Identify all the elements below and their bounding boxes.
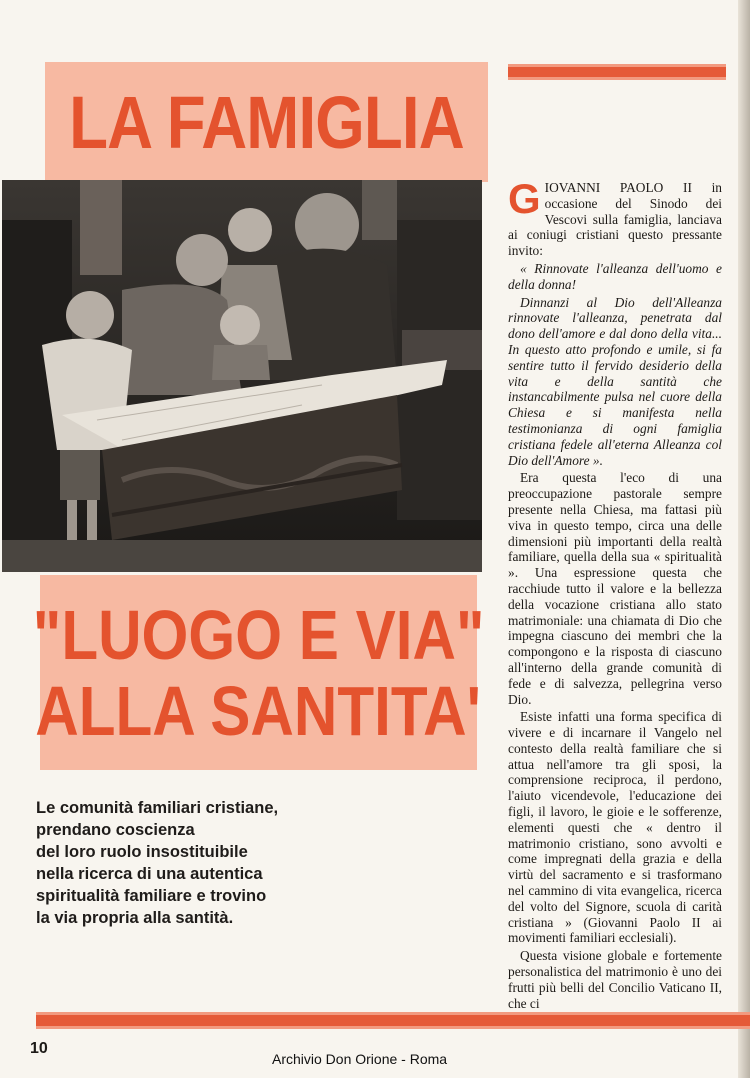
body-paragraph: Era questa l'eco di una preoccupazione pastorale sempre presente nella Chiesa, ma fattasi più viva in questo tempo, circa una delle dimensioni più importanti della realtà familiare, quella della sua « spiritualità ». Una espressione questa che racchiude tutto il valore e la bellezza della vocazione cristiana allo stato matrimoniale: una chiamata di Dio che impegna ciascuno dei membri che la compongono e la risposta di ciascuno all'interno della grande comunità di fede e di salvezza, pellegrina verso Dio. — [508, 470, 722, 707]
body-paragraph: Questa visione globale e fortemente personalistica del matrimonio è uno dei frutti più belli del Concilio Vaticano II, che ci — [508, 948, 722, 1011]
article-body — [508, 175, 722, 1013]
lead-line: Le comunità familiari cristiane, — [36, 799, 279, 817]
lead-line: del loro ruolo insostituibile — [36, 843, 248, 861]
family-photo — [2, 180, 482, 572]
lead-line: prendano coscienza — [36, 821, 195, 839]
top-decorative-rule — [508, 64, 726, 80]
lead-line: nella ricerca di una autentica — [36, 865, 263, 883]
page-edge-shadow — [738, 0, 750, 1078]
subtitle-band — [32, 575, 485, 770]
body-paragraph — [508, 175, 722, 259]
subtitle-line-1: "LUOGO E VIA" — [32, 595, 485, 674]
bottom-decorative-rule — [36, 1012, 750, 1029]
body-text: IOVANNI PAOLO II in occasione del Sinodo dei Vescovi sulla famiglia, lanciava ai coniugi cristiani questo pressante invito: — [508, 180, 722, 259]
body-paragraph: Esiste infatti una forma specifica di vivere e di incarnare il Vangelo nel contesto della realtà familiare che si attua nell'amore tra gli sposi, la comprensione reciproca, il perdono, l'aiuto vicendevole, l'educazione dei figli, il lavoro, le gioie e le sofferenze, elementi questi che « dentro il matrimonio cristiano, sono avvolti e come impregnati della grazia e della virtù del sacramento e si trasformano nel cammino di vita evangelica, ricerca del volto del Signore, scuola di carità cristiana » (Giovanni Paolo II ai movimenti familiari ecclesiali). — [508, 709, 722, 946]
title-band — [45, 62, 488, 182]
page-title: LA FAMIGLIA — [69, 80, 464, 164]
drop-cap: G — [508, 175, 541, 222]
lead-line: la via propria alla santità. — [36, 909, 234, 927]
family-photo-illustration — [2, 180, 482, 572]
lead-paragraph — [36, 797, 336, 929]
subtitle-line-2: ALLA SANTITA' — [35, 671, 482, 750]
page-number: 10 — [30, 1040, 48, 1057]
body-paragraph: Dinnanzi al Dio dell'Alleanza rinnovate l'alleanza, penetrata dal dono dell'amore e dal dono della vita... In questo atto profondo e umile, si fa sentire tutto il fervido desiderio della vita e della santità che instancabilmente pulsa nel cuore della Chiesa e si manifesta nella testimonianza di ogni famiglia cristiana fedele all'eterna Alleanza col Dio dell'Amore ». — [508, 294, 722, 468]
archive-label: Archivio Don Orione - Roma — [272, 1051, 448, 1067]
body-paragraph: « Rinnovate l'alleanza dell'uomo e della donna! — [508, 260, 722, 292]
lead-line: spiritualità familiare e trovino — [36, 887, 267, 905]
